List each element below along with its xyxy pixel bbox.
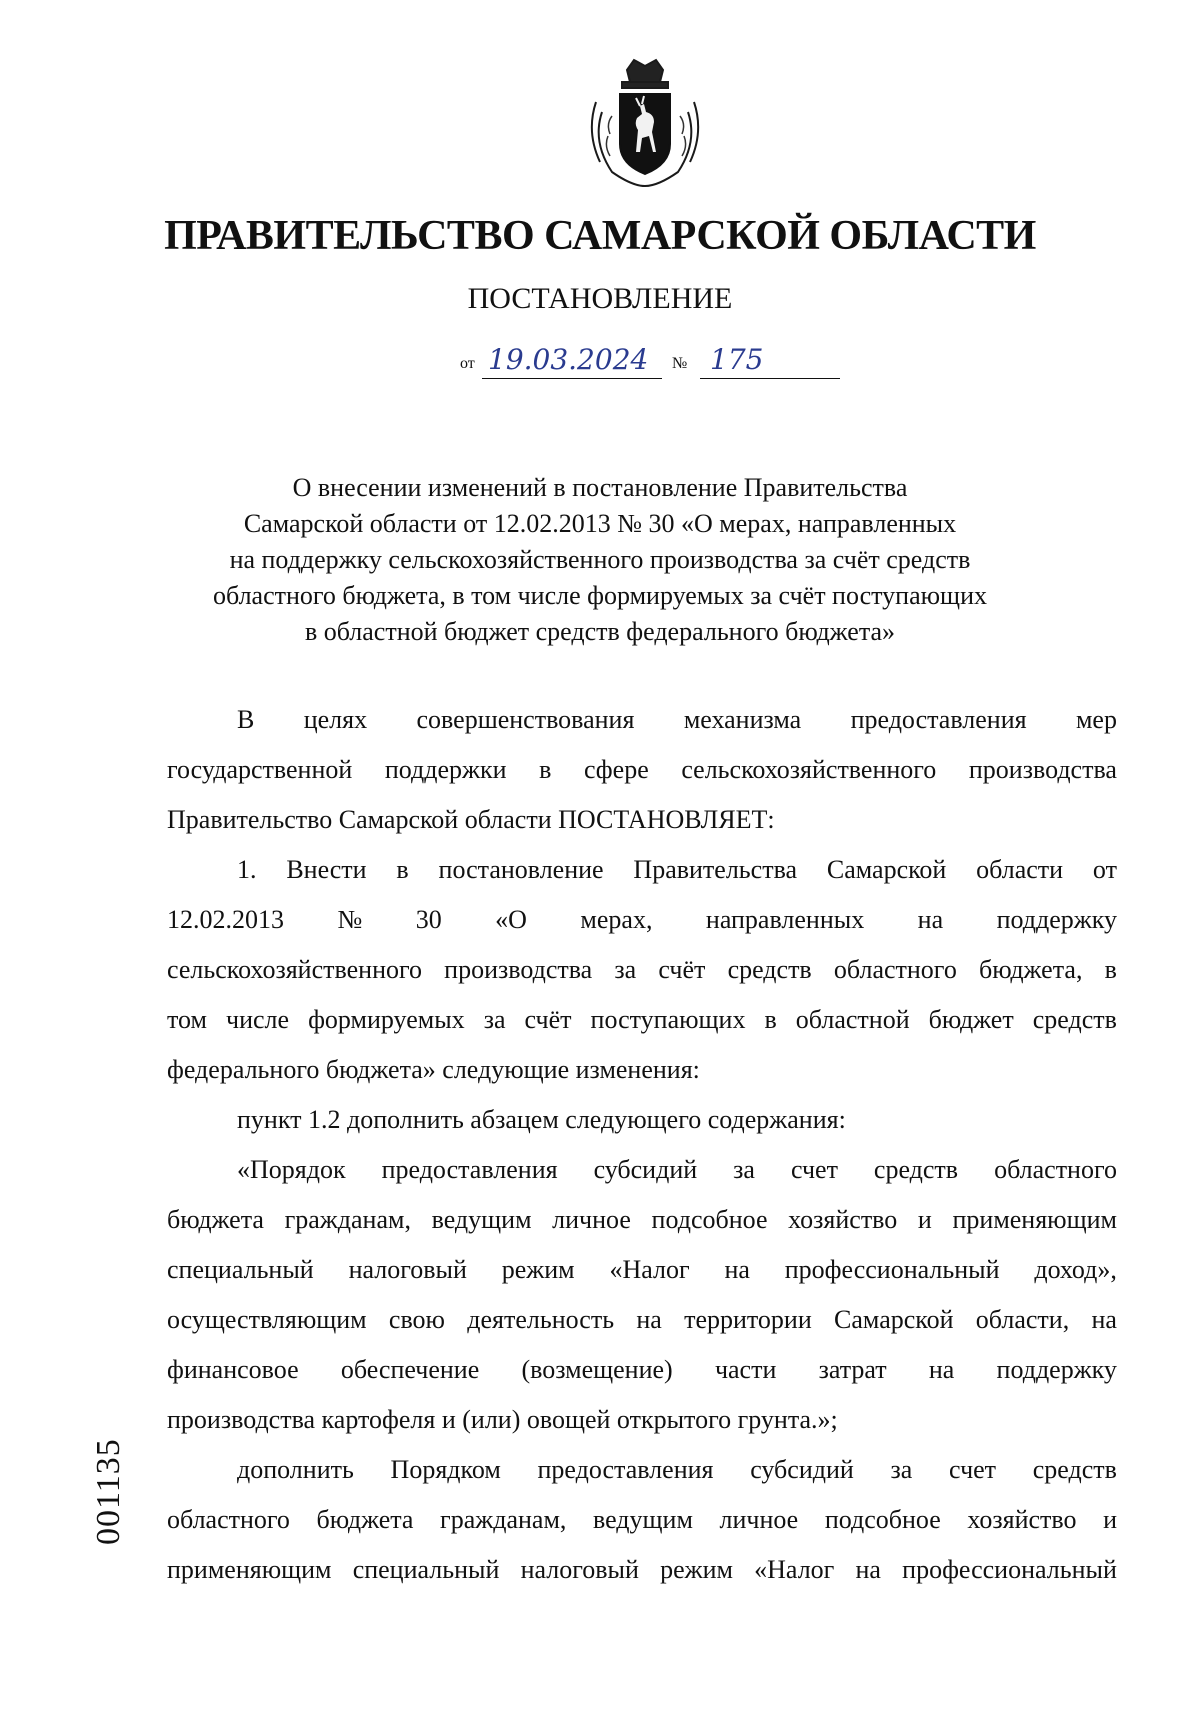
number-prefix: №	[672, 355, 688, 372]
word: на	[636, 1305, 662, 1334]
word: 1.	[237, 855, 257, 884]
word: мер	[1075, 705, 1117, 734]
word: поддержку	[996, 905, 1117, 934]
word: подсобное	[824, 1505, 941, 1534]
word: областного	[833, 955, 957, 984]
word: Правительства	[633, 855, 798, 884]
body-line	[167, 1405, 1117, 1455]
word: Самарской	[834, 1305, 954, 1334]
date-value: 19.03.2024	[488, 343, 649, 376]
body-line	[167, 1255, 1117, 1305]
word: налоговый	[520, 1555, 639, 1584]
word: на	[855, 1555, 881, 1584]
word: бюджета	[316, 1505, 414, 1534]
word: «Порядок	[237, 1155, 346, 1184]
word: дополнить	[237, 1455, 354, 1484]
word: применяющим	[167, 1555, 332, 1584]
word: в	[396, 855, 409, 884]
word: личное	[552, 1205, 631, 1234]
body-line	[167, 905, 1117, 955]
word: и	[1103, 1505, 1117, 1534]
word: предоставления	[537, 1455, 714, 1484]
word: производства	[968, 755, 1117, 784]
word: 30	[415, 905, 442, 934]
word: в	[539, 755, 552, 784]
word: применяющим	[952, 1205, 1117, 1234]
body-line	[167, 1005, 1117, 1055]
body-line	[167, 705, 1117, 755]
word: средств	[1032, 1005, 1117, 1034]
body-line	[167, 1455, 1117, 1505]
body-line	[167, 855, 1117, 905]
word: средств	[727, 955, 812, 984]
word: осуществляющим	[167, 1305, 367, 1334]
word: средств	[1032, 1455, 1117, 1484]
word: и	[917, 1205, 932, 1234]
word: средств	[873, 1155, 959, 1184]
word: поступающих	[590, 1005, 746, 1034]
body-line	[167, 1555, 1117, 1605]
word: (возмещение)	[521, 1355, 673, 1384]
word: «О	[495, 905, 527, 934]
word: В	[237, 705, 255, 734]
word: №	[337, 905, 363, 934]
word: от	[1092, 855, 1117, 884]
word: Внести	[286, 855, 367, 884]
subject-line: областного бюджета, в том числе формируемых за счёт поступающих	[212, 581, 987, 610]
word: Самарской	[826, 855, 947, 884]
word: сельскохозяйственного	[681, 755, 937, 784]
subject-line: О внесении изменений в постановление Правительства	[292, 473, 908, 502]
word: на	[1091, 1305, 1117, 1334]
word: субсидий	[750, 1455, 854, 1484]
word: режим	[660, 1555, 733, 1584]
margin-registration-number: 001135	[90, 1438, 127, 1545]
word: сфере	[583, 755, 649, 784]
body-line	[167, 1305, 1117, 1355]
word: в	[1104, 955, 1117, 984]
word: обеспечение	[340, 1355, 480, 1384]
word: профессиональный	[784, 1255, 1000, 1284]
word: счет	[949, 1455, 997, 1484]
word: за	[614, 955, 637, 984]
word: предоставления	[850, 705, 1027, 734]
word: сельскохозяйственного	[167, 955, 422, 984]
word: областной	[795, 1005, 910, 1034]
word: территории	[684, 1305, 812, 1334]
subject-line: в областной бюджет средств федерального бюджета»	[304, 617, 896, 646]
word: профессиональный	[902, 1555, 1117, 1584]
document-type: ПОСТАНОВЛЕНИЕ	[467, 282, 733, 315]
body-line	[167, 1055, 1117, 1105]
word: бюджета,	[979, 955, 1083, 984]
word: субсидий	[593, 1155, 698, 1184]
word: том	[167, 1005, 207, 1034]
word: государственной	[167, 755, 353, 784]
date-underline	[482, 378, 662, 379]
document-subject	[150, 470, 1050, 650]
word: специальный	[167, 1255, 314, 1284]
word: поддержку	[996, 1355, 1117, 1384]
word: мерах,	[580, 905, 653, 934]
word: налоговый	[348, 1255, 467, 1284]
body-line	[167, 1105, 1117, 1155]
word: формируемых	[308, 1005, 465, 1034]
government-title: ПРАВИТЕЛЬСТВО САМАРСКОЙ ОБЛАСТИ	[164, 213, 1036, 259]
word: свою	[388, 1305, 445, 1334]
word: подсобное	[651, 1205, 768, 1234]
word: затрат	[818, 1355, 887, 1384]
line-text: Правительство Самарской области ПОСТАНОВЛЯЕТ:	[167, 805, 775, 834]
samara-coat-of-arms-icon	[582, 52, 708, 188]
word: за	[483, 1005, 506, 1034]
body-line	[167, 955, 1117, 1005]
word: личное	[719, 1505, 799, 1534]
word: за	[733, 1155, 755, 1184]
word: режим	[501, 1255, 575, 1284]
line-text: пункт 1.2 дополнить абзацем следующего содержания:	[237, 1105, 846, 1134]
word: предоставления	[381, 1155, 558, 1184]
word: постановление	[438, 855, 604, 884]
body-line	[167, 755, 1117, 805]
line-text: федерального бюджета» следующие изменения:	[167, 1055, 700, 1084]
word: счёт	[658, 955, 706, 984]
word: области,	[975, 1305, 1070, 1334]
word: числе	[226, 1005, 290, 1034]
word: совершенствования	[416, 705, 635, 734]
word: хозяйство	[967, 1505, 1077, 1534]
word: бюджета	[167, 1205, 264, 1234]
word: части	[714, 1355, 777, 1384]
number-underline	[700, 378, 840, 379]
word: доход»,	[1034, 1255, 1117, 1284]
word: в	[764, 1005, 777, 1034]
word: «Налог	[754, 1555, 835, 1584]
word: за	[890, 1455, 913, 1484]
word: счёт	[524, 1005, 572, 1034]
word: 12.02.2013	[167, 905, 284, 934]
date-prefix: от	[460, 355, 475, 372]
word: на	[928, 1355, 955, 1384]
word: хозяйство	[788, 1205, 898, 1234]
word: бюджет	[928, 1005, 1014, 1034]
word: на	[724, 1255, 750, 1284]
word: поддержки	[384, 755, 507, 784]
number-value: 175	[710, 343, 764, 376]
word: на	[917, 905, 944, 934]
word: области	[976, 855, 1064, 884]
body-line	[167, 1505, 1117, 1555]
word: Порядком	[390, 1455, 501, 1484]
word: деятельность	[467, 1305, 615, 1334]
word: гражданам,	[440, 1505, 567, 1534]
line-text: производства картофеля и (или) овощей открытого грунта.»;	[167, 1405, 838, 1434]
word: специальный	[352, 1555, 500, 1584]
word: производства	[444, 955, 593, 984]
subject-line: на поддержку сельскохозяйственного производства за счёт средств	[229, 545, 971, 574]
word: ведущим	[592, 1505, 693, 1534]
word: областного	[167, 1505, 290, 1534]
word: областного	[994, 1155, 1117, 1184]
word: ведущим	[431, 1205, 532, 1234]
word: счет	[790, 1155, 838, 1184]
word: «Налог	[609, 1255, 690, 1284]
body-line	[167, 1355, 1117, 1405]
word: механизма	[683, 705, 802, 734]
word: гражданам,	[284, 1205, 411, 1234]
body-line	[167, 805, 1117, 855]
word: направленных	[705, 905, 865, 934]
word: финансовое	[167, 1355, 299, 1384]
subject-line: Самарской области от 12.02.2013 № 30 «О мерах, направленных	[243, 509, 957, 538]
body-line	[167, 1205, 1117, 1255]
body-line	[167, 1155, 1117, 1205]
word: целях	[303, 705, 368, 734]
